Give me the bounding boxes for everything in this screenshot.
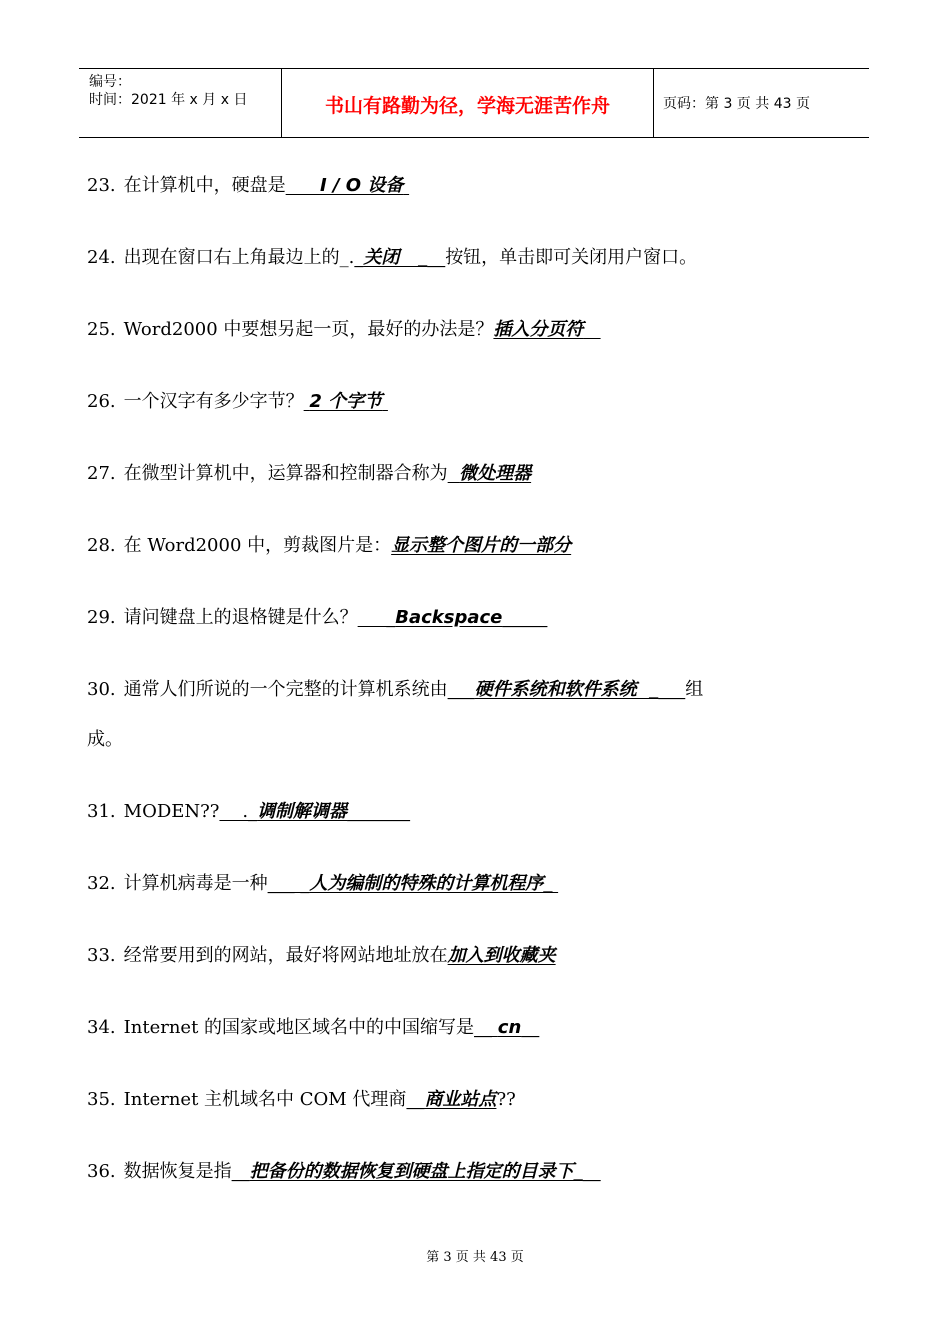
question-number: 24. — [87, 247, 116, 268]
answer-text: 显示整个图片的一部分 — [391, 535, 572, 556]
answer-blank-leading: _ — [354, 247, 364, 268]
question-text: Internet 的国家或地区域名中的中国缩写是 — [123, 1017, 475, 1038]
answer-blank-leading — [286, 175, 320, 196]
answer-blank-trailing: _______ — [347, 801, 411, 822]
answer-text: 加入到收藏夹 — [447, 945, 556, 966]
answer-text: 关闭 _ — [363, 247, 428, 268]
answer-text: 商业站点 — [424, 1089, 497, 1110]
question-item — [87, 520, 857, 572]
question-number: 28. — [87, 535, 116, 556]
question-tail-text: 按钮，单击即可关闭用户窗口。 — [445, 247, 698, 268]
page-footer: 第 3 页 共 43 页 — [426, 1250, 524, 1265]
question-text: 出现在窗口右上角最边上的_. — [123, 247, 355, 268]
answer-text: 硬件系统和软件系统 _ — [474, 679, 659, 700]
question-number: 26. — [87, 391, 116, 412]
question-number: 23. — [87, 175, 116, 196]
answer-blank-trailing: __ — [582, 1161, 601, 1182]
question-item — [87, 1146, 857, 1198]
question-number: 33. — [87, 945, 116, 966]
answer-blank-leading: ___ — [447, 679, 475, 700]
page-header — [79, 68, 869, 138]
question-number: 29. — [87, 607, 116, 628]
answer-text: 微处理器 — [459, 463, 532, 484]
question-item — [87, 304, 857, 356]
answer-blank-leading: __ — [231, 1161, 250, 1182]
answer-blank-leading: __ — [406, 1089, 425, 1110]
answer-blank-trailing: __ — [521, 1017, 540, 1038]
answer-blank-trailing: ___ — [658, 679, 686, 700]
question-text: 请问键盘上的退格键是什么？ — [123, 607, 358, 628]
page-info: 页码：第 3 页 共 43 页 — [663, 96, 810, 112]
answer-blank-trailing: __ — [427, 247, 446, 268]
question-text: 数据恢复是指 — [123, 1161, 232, 1182]
question-text: 在 Word2000 中，剪裁图片是： — [123, 535, 392, 556]
answer-blank-trailing — [382, 391, 388, 412]
question-item — [87, 448, 857, 500]
answer-text: 把备份的数据恢复到硬盘上指定的目录下_ — [249, 1161, 583, 1182]
answer-blank-leading: ._ — [219, 801, 258, 822]
question-tail-text: 组 — [685, 679, 704, 700]
answer-blank-leading: _ — [357, 607, 396, 628]
answer-blank-trailing — [552, 873, 558, 894]
question-tail-text: ?? — [496, 1089, 516, 1110]
question-item — [87, 714, 857, 766]
question-number: 31. — [87, 801, 116, 822]
answer-text: I / O 设备 — [319, 175, 404, 196]
question-item — [87, 930, 857, 982]
question-number: 25. — [87, 319, 116, 340]
question-item — [87, 1074, 857, 1126]
question-text: Internet 主机域名中 COM 代理商 — [123, 1089, 407, 1110]
header-page-cell — [654, 69, 869, 137]
question-number: 30. — [87, 679, 116, 700]
answer-blank-trailing: _____ — [502, 607, 548, 628]
answer-blank-trailing — [583, 319, 600, 340]
question-number: 35. — [87, 1089, 116, 1110]
header-motto-cell — [282, 69, 654, 137]
question-text: 通常人们所说的一个完整的计算机系统由 — [123, 679, 448, 700]
question-item — [87, 858, 857, 910]
question-item — [87, 376, 857, 428]
question-text: 计算机病毒是一种 — [123, 873, 268, 894]
answer-text: 人为编制的特殊的计算机程序_ — [309, 873, 553, 894]
question-number: 34. — [87, 1017, 116, 1038]
question-item — [87, 786, 857, 838]
question-text: 在计算机中，硬盘是 — [123, 175, 286, 196]
answer-text: Backspace — [395, 607, 503, 628]
answer-blank-leading: ___ _ — [267, 873, 310, 894]
header-meta-cell — [79, 69, 282, 137]
question-item — [87, 1002, 857, 1054]
question-number: 36. — [87, 1161, 116, 1182]
answer-text: 2 个字节 — [309, 391, 383, 412]
question-item — [87, 232, 857, 284]
answer-text: 插入分页符 — [493, 319, 584, 340]
answer-text: 调制解调器 — [257, 801, 348, 822]
number-label: 编号： — [89, 74, 131, 90]
answer-blank-leading: __ — [474, 1017, 498, 1038]
question-number: 27. — [87, 463, 116, 484]
question-text: 在微型计算机中，运算器和控制器合称为 — [123, 463, 448, 484]
question-text: 经常要用到的网站，最好将网站地址放在 — [123, 945, 448, 966]
question-number: 32. — [87, 873, 116, 894]
answer-blank-leading — [448, 463, 459, 484]
motto-text: 书山有路勤为径，学海无涯苦作舟 — [324, 95, 610, 117]
question-text: 一个汉字有多少字节？ — [123, 391, 304, 412]
answer-blank-trailing — [403, 175, 409, 196]
question-text: MODEN?? — [123, 801, 220, 822]
question-text: Word2000 中要想另起一页，最好的办法是？ — [123, 319, 494, 340]
answer-text: cn — [497, 1017, 522, 1038]
question-item — [87, 664, 857, 716]
question-text: 成。 — [87, 729, 123, 750]
question-item — [87, 592, 857, 644]
time-label: 时间：2021 年 x 月 x 日 — [89, 92, 248, 108]
question-item — [87, 160, 857, 212]
